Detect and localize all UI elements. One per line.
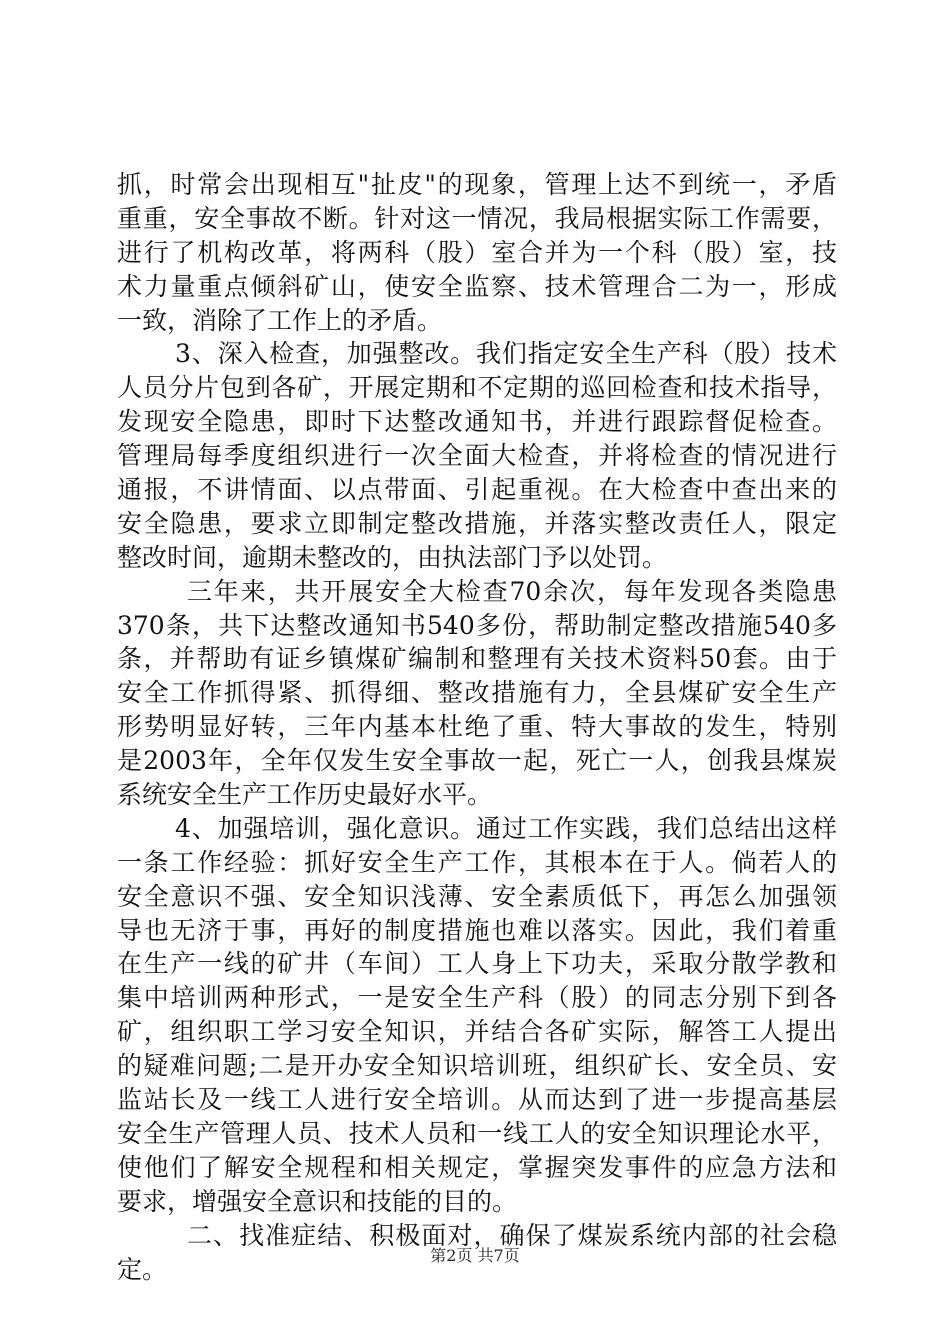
text-line: 抓，时常会出现相互"扯皮"的现象，管理上达不到统一，矛盾 <box>117 170 837 199</box>
text-line: 是2003年，全年仅发生安全事故一起，死亡一人，创我县煤炭 <box>117 746 837 776</box>
text-line: 安全工作抓得紧、抓得细、整改措施有力，全县煤矿安全生产 <box>117 678 837 708</box>
text-line: 安全意识不强、安全知识浅薄、安全素质低下，再怎么加强领 <box>117 881 837 911</box>
text-line: 370条，共下达整改通知书540多份，帮助制定整改措施540多 <box>117 610 837 640</box>
text-line: 集中培训两种形式，一是安全生产科（股）的同志分别下到各 <box>117 983 837 1013</box>
paragraph <box>117 812 837 1219</box>
paragraph <box>117 168 837 337</box>
document-body <box>117 168 837 1286</box>
text-line: 三年来，共开展安全大检查70余次，每年发现各类隐患 <box>187 576 837 606</box>
text-line: 一致，消除了工作上的矛盾。 <box>117 305 443 335</box>
text-line: 一条工作经验：抓好安全生产工作，其根本在于人。倘若人的 <box>117 847 837 877</box>
text-line: 的疑难问题;二是开办安全知识培训班，组织矿长、安全员、安 <box>117 1051 837 1081</box>
text-line: 通报，不讲情面、以点带面、引起重视。在大检查中查出来的 <box>117 475 837 505</box>
text-line: 3、深入检查，加强整改。我们指定安全生产科（股）技术 <box>175 339 837 369</box>
text-line: 安全生产管理人员、技术人员和一线工人的安全知识理论水平， <box>117 1118 837 1148</box>
text-line: 要求，增强安全意识和技能的目的。 <box>117 1186 518 1216</box>
text-line: 系统安全生产工作历史最好水平。 <box>117 780 493 810</box>
text-line: 矿，组织职工学习安全知识，并结合各矿实际，解答工人提出 <box>117 1017 837 1047</box>
text-line: 4、加强培训，强化意识。通过工作实践，我们总结出这样 <box>175 813 837 843</box>
text-line: 进行了机构改革，将两科（股）室合并为一个科（股）室，技 <box>117 237 837 267</box>
text-line: 监站长及一线工人进行安全培训。从而达到了进一步提高基层 <box>117 1085 837 1115</box>
text-line: 导也无济于事，再好的制度措施也难以落实。因此，我们着重 <box>117 915 837 945</box>
text-line: 定。 <box>117 1254 168 1284</box>
text-line: 人员分片包到各矿，开展定期和不定期的巡回检查和技术指导， <box>117 373 837 403</box>
paragraph <box>117 575 837 812</box>
text-line: 二、找准症结、积极面对，确保了煤炭系统内部的社会稳 <box>187 1220 837 1250</box>
text-line: 术力量重点倾斜矿山，使安全监察、技术管理合二为一，形成 <box>117 271 837 301</box>
text-line: 在生产一线的矿井（车间）工人身上下功夫，采取分散学教和 <box>117 949 837 979</box>
text-line: 管理局每季度组织进行一次全面大检查，并将检查的情况进行 <box>117 441 837 471</box>
text-line: 使他们了解安全规程和相关规定，掌握突发事件的应急方法和 <box>117 1152 837 1182</box>
page-number-footer: 第2页 共7页 <box>430 1246 520 1265</box>
text-line: 整改时间，逾期未整改的，由执法部门予以处罚。 <box>117 542 668 572</box>
text-line: 安全隐患，要求立即制定整改措施，并落实整改责任人，限定 <box>117 508 837 538</box>
text-line: 形势明显好转，三年内基本杜绝了重、特大事故的发生，特别 <box>117 712 837 742</box>
text-line: 条，并帮助有证乡镇煤矿编制和整理有关技术资料50套。由于 <box>117 644 837 674</box>
text-line: 发现安全隐患，即时下达整改通知书，并进行跟踪督促检查。 <box>117 407 837 437</box>
text-line: 重重，安全事故不断。针对这一情况，我局根据实际工作需要， <box>117 203 837 233</box>
paragraph <box>117 337 837 574</box>
